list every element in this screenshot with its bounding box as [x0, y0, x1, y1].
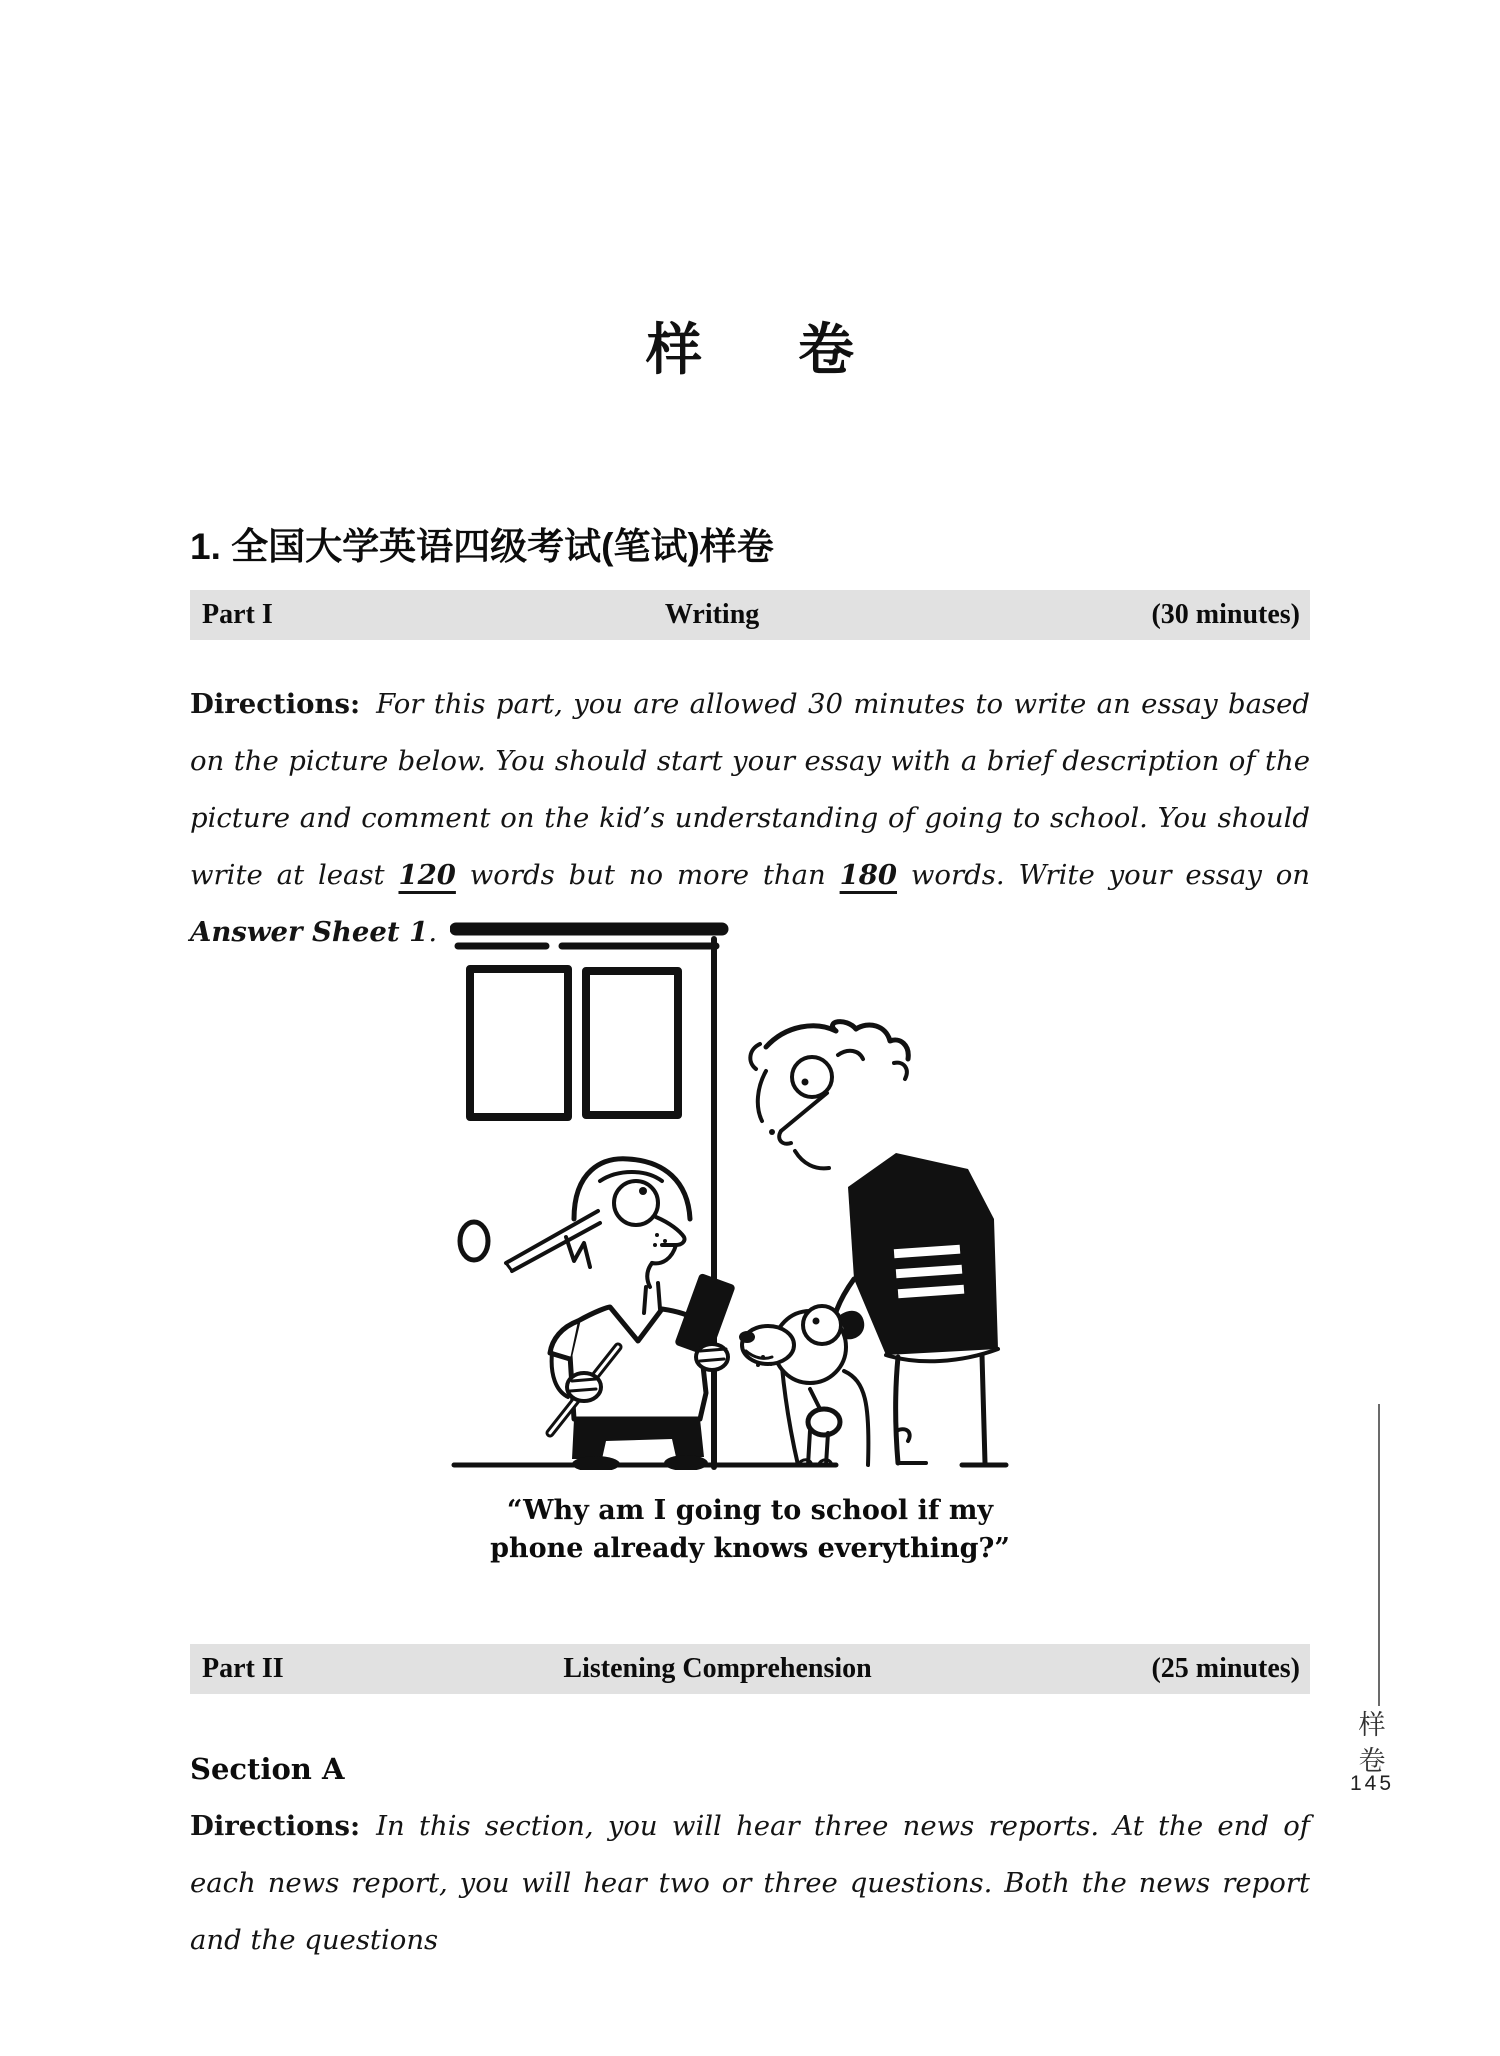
margin-label — [1350, 1708, 1394, 1780]
page-number: 145 — [1349, 1772, 1395, 1795]
part2-label: Part II — [202, 1653, 284, 1684]
section-heading: 1. 全国大学英语四级考试(笔试)样卷 — [190, 526, 774, 567]
page-title-char-1: 样 — [646, 317, 702, 383]
parent-drawing — [750, 1022, 998, 1463]
part2-title: Listening Comprehension — [563, 1653, 872, 1684]
directions-text: In this section, you will hear three news reports. At the end of each news report, you will hear two or three questions. Both the news report and the questions — [190, 1810, 1310, 1956]
margin-label-char1: 样 — [1358, 1710, 1386, 1741]
part2-time: (25 minutes) — [1151, 1653, 1300, 1684]
kid-drawing — [506, 1159, 736, 1470]
part1-label: Part I — [202, 599, 273, 630]
section-a-label: Section A — [190, 1752, 345, 1786]
margin-label-char2: 卷 — [1358, 1746, 1386, 1777]
dog-drawing — [739, 1306, 868, 1465]
directions-text: For this part, you are allowed 30 minutes to write an essay based on the picture below. You should start your essay with a brief description of the picture and comment on the kid’s understanding of going to school. You should write at least 120 words but no more than 180 words. Write your essay on Answer Sheet 1. — [190, 688, 1310, 948]
essay-cartoon-image — [450, 918, 1010, 1470]
page-title — [190, 306, 1310, 386]
directions-label: Directions: — [190, 688, 361, 720]
part1-time: (30 minutes) — [1151, 599, 1300, 630]
part1-title: Writing — [664, 599, 760, 630]
cartoon-caption — [190, 1492, 1310, 1568]
cartoon-caption-line2: phone already knows everything?” — [490, 1533, 1010, 1564]
part2-directions — [190, 1798, 1310, 1969]
margin-rule — [1378, 1404, 1380, 1706]
part2-header-bar — [190, 1644, 1310, 1694]
directions-label: Directions: — [190, 1810, 361, 1842]
cartoon-caption-line1: “Why am I going to school if my — [506, 1495, 994, 1526]
page-title-char-2: 卷 — [798, 317, 854, 383]
part1-header-bar — [190, 590, 1310, 640]
